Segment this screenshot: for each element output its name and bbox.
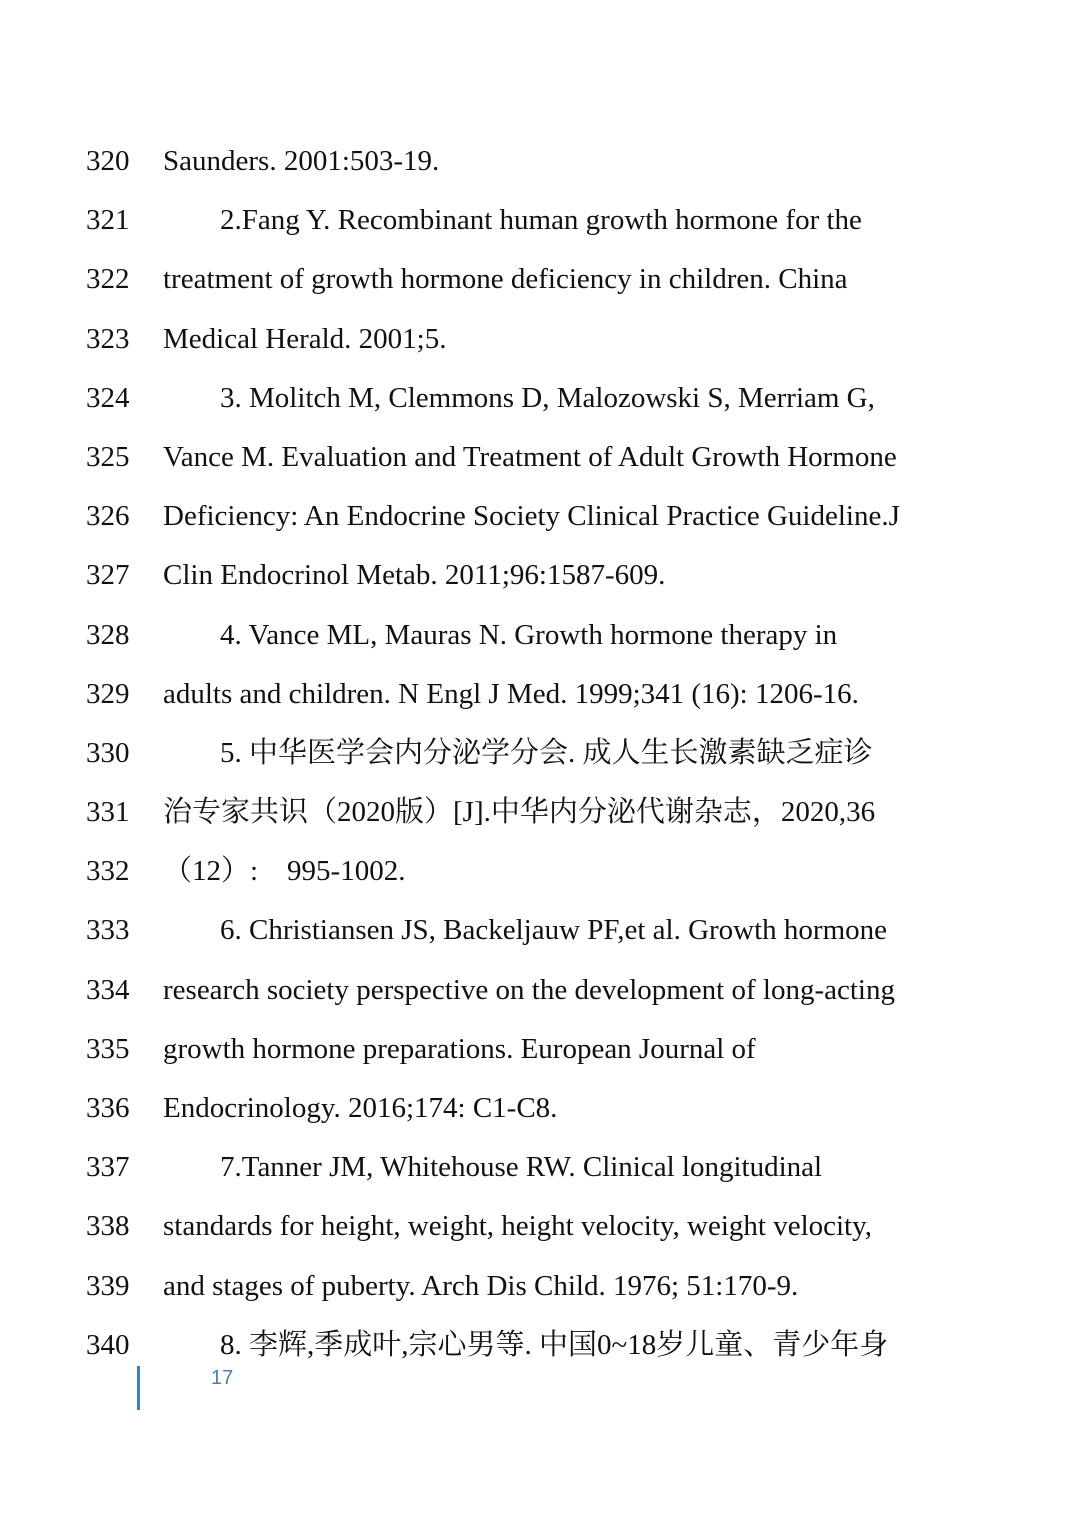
line-text: 3. Molitch M, Clemmons D, Malozowski S, Merriam G, [220,381,875,414]
line-text: Deficiency: An Endocrine Society Clinical Practice Guideline.J [163,500,900,533]
line-number: 334 [86,973,130,1006]
text-line [0,428,1080,487]
line-text: 治专家共识（2020版）[J].中华内分泌代谢杂志，2020,36 [163,796,876,829]
line-number: 339 [86,1269,130,1302]
text-line [0,369,1080,428]
text-line [0,901,1080,960]
text-line [0,1138,1080,1197]
line-text: Saunders. 2001:503-19. [163,145,440,177]
line-text: 5. 中华医学会内分泌学分会. 成人生长激素缺乏症诊 [220,736,873,769]
line-text: adults and children. N Engl J Med. 1999;341 (16): 1206-16. [163,677,859,710]
page-number: 17 [211,1367,234,1389]
line-number: 326 [86,500,130,533]
line-number: 335 [86,1032,130,1065]
text-line [0,961,1080,1020]
line-number: 321 [86,204,130,237]
line-number: 340 [86,1328,130,1361]
line-number: 322 [86,263,130,296]
line-number: 331 [86,796,130,829]
text-line [0,487,1080,546]
text-line [0,665,1080,724]
line-number: 329 [86,677,130,710]
line-text: 6. Christiansen JS, Backeljauw PF,et al. Growth hormone [220,914,888,947]
line-text: and stages of puberty. Arch Dis Child. 1976; 51:170-9. [163,1269,799,1302]
line-text: Endocrinology. 2016;174: C1-C8. [163,1092,558,1124]
text-line [0,310,1080,369]
line-text: standards for height, weight, height velocity, weight velocity, [163,1210,872,1243]
text-line [0,1020,1080,1079]
line-text: research society perspective on the development of long-acting [163,973,895,1006]
line-text: treatment of growth hormone deficiency in children. China [163,263,848,296]
line-number: 324 [86,381,130,414]
line-text: 8. 李辉,季成叶,宗心男等. 中国0~18岁儿童、青少年身 [220,1328,889,1361]
line-text: 7.Tanner JM, Whitehouse RW. Clinical longitudinal [220,1151,823,1184]
line-number: 320 [86,145,130,177]
text-line [0,1257,1080,1316]
text-line [0,546,1080,605]
text-line [0,783,1080,842]
line-number: 323 [86,322,130,355]
line-number: 328 [86,618,130,651]
text-line [0,250,1080,309]
text-line [0,132,1080,191]
reference-lines [0,132,1080,1375]
line-number: 336 [86,1092,130,1124]
text-line [0,191,1080,250]
line-text: 4. Vance ML, Mauras N. Growth hormone therapy in [220,618,838,651]
text-line [0,724,1080,783]
line-number: 325 [86,440,130,473]
line-number: 332 [86,855,130,888]
text-line [0,842,1080,901]
line-text: Vance M. Evaluation and Treatment of Adult Growth Hormone [163,440,897,473]
line-number: 333 [86,914,130,947]
line-text: （12）: 995-1002. [163,855,406,888]
line-text: 2.Fang Y. Recombinant human growth hormone for the [220,204,862,237]
line-text: Clin Endocrinol Metab. 2011;96:1587-609. [163,559,666,592]
line-number: 338 [86,1210,130,1243]
line-number: 330 [86,736,130,769]
line-text: Medical Herald. 2001;5. [163,322,447,355]
text-line [0,1197,1080,1256]
line-number: 337 [86,1151,130,1184]
footer-accent-bar [137,1366,140,1410]
text-line [0,1079,1080,1138]
text-line [0,1316,1080,1375]
text-line [0,606,1080,665]
line-text: growth hormone preparations. European Journal of [163,1032,756,1065]
line-number: 327 [86,559,130,592]
